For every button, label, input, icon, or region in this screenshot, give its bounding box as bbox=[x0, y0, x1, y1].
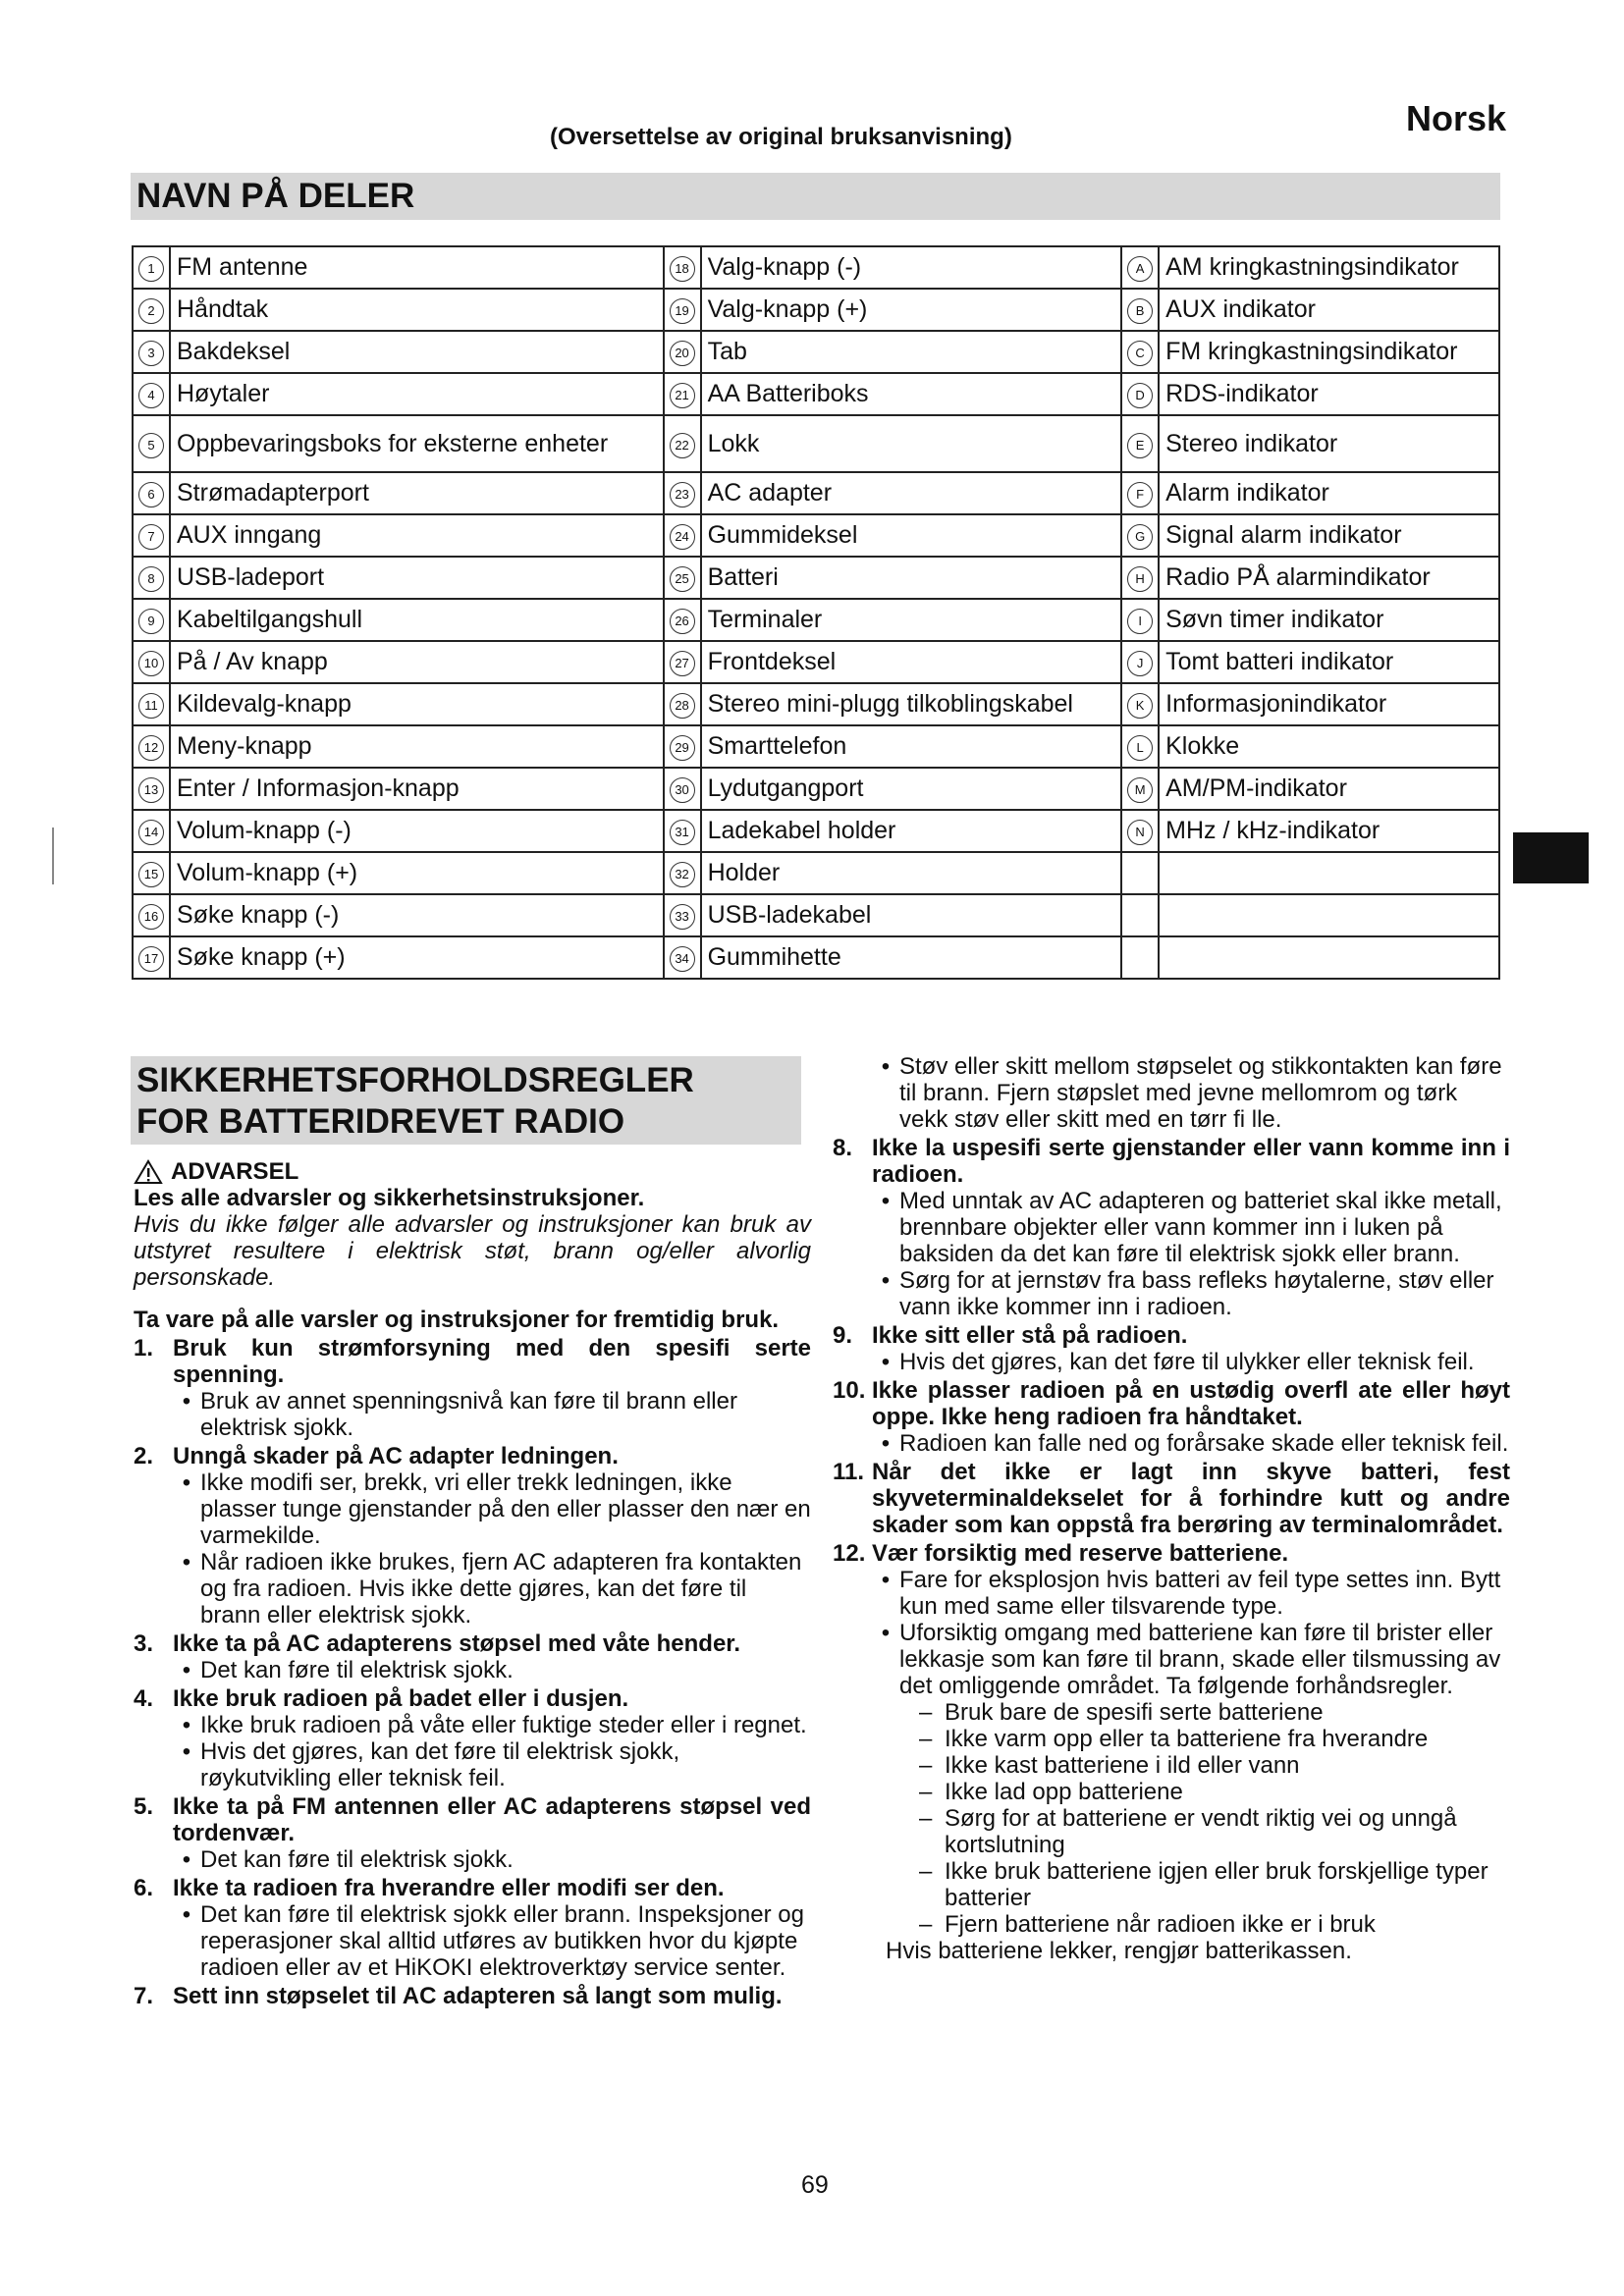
safety-title-line-2: FOR BATTERIDREVET RADIO bbox=[136, 1102, 625, 1141]
part-label: Tomt batteri indikator bbox=[1159, 641, 1499, 683]
part-number: 16 bbox=[138, 904, 164, 930]
part-number-cell bbox=[1121, 246, 1159, 289]
part-label: Høytaler bbox=[170, 373, 664, 415]
safety-item-11: 11. Når det ikke er lagt inn skyve batteri, fest skyveterminaldekselet for å forhindre kutt og andre skader som kan oppstå fra berøring av terminalområdet. bbox=[833, 1459, 1510, 1538]
warning-label: ADVARSEL bbox=[171, 1158, 299, 1185]
part-label: Kabeltilgangshull bbox=[170, 599, 664, 641]
part-label: Batteri bbox=[701, 557, 1122, 599]
part-number-cell bbox=[1121, 936, 1159, 979]
bullet: • Støv eller skitt mellom støpselet og stikkontakten kan føre til brann. Fjern støpslet med jevne mellomrom og tørk vekk støv eller skitt med en tørr fi lle. bbox=[881, 1053, 1502, 1133]
margin-mark bbox=[52, 828, 54, 884]
part-label: FM antenne bbox=[170, 246, 664, 289]
part-number: 33 bbox=[670, 904, 695, 930]
safety-item-8: 8. Ikke la uspesifi serte gjenstander eller vann komme inn i radioen. bbox=[833, 1135, 1510, 1188]
part-number: 31 bbox=[670, 820, 695, 845]
part-label: AA Batteriboks bbox=[701, 373, 1122, 415]
part-number: 28 bbox=[670, 693, 695, 719]
part-number-cell bbox=[133, 331, 170, 373]
part-number-cell bbox=[1121, 683, 1159, 725]
part-number-cell bbox=[664, 557, 701, 599]
part-number: M bbox=[1127, 777, 1153, 803]
part-number: 7 bbox=[138, 524, 164, 550]
table-row bbox=[133, 768, 1499, 810]
safety-item-12: 12. Vær forsiktig med reserve batteriene. bbox=[833, 1540, 1289, 1567]
part-label: Gummihette bbox=[701, 936, 1122, 979]
bullet: • Det kan føre til elektrisk sjokk eller brann. Inspeksjoner og reperasjoner skal alltid utføres av butikken hvor du kjøpte radioen eller av et HiKOKI elektroverktøy service senter. bbox=[182, 1901, 804, 1981]
part-number: L bbox=[1127, 735, 1153, 761]
part-label: Enter / Informasjon-knapp bbox=[170, 768, 664, 810]
part-label: Bakdeksel bbox=[170, 331, 664, 373]
dash-item: – Fjern batteriene når radioen ikke er i bruk bbox=[919, 1911, 1376, 1938]
dash-item: – Bruk bare de spesifi serte batteriene bbox=[919, 1699, 1324, 1726]
part-label: Klokke bbox=[1159, 725, 1499, 768]
table-row bbox=[133, 725, 1499, 768]
part-number-cell bbox=[1121, 852, 1159, 894]
table-row bbox=[133, 331, 1499, 373]
part-label: Tab bbox=[701, 331, 1122, 373]
part-number: 6 bbox=[138, 482, 164, 507]
part-number: 1 bbox=[138, 256, 164, 282]
part-number-cell bbox=[664, 852, 701, 894]
part-number: 12 bbox=[138, 735, 164, 761]
part-label bbox=[1159, 936, 1499, 979]
part-number: 19 bbox=[670, 298, 695, 324]
part-label: Strømadapterport bbox=[170, 472, 664, 514]
safety-item-10: 10. Ikke plasser radioen på en ustødig overfl ate eller høyt oppe. Ikke heng radioen fra håndtaket. bbox=[833, 1377, 1510, 1430]
language-label: Norsk bbox=[1405, 98, 1506, 138]
table-row bbox=[133, 472, 1499, 514]
safety-item-4: 4. Ikke bruk radioen på badet eller i dusjen. bbox=[134, 1685, 629, 1712]
bullet: • Fare for eksplosjon hvis batteri av feil type settes inn. Bytt kun med same eller tilsvarende type. bbox=[881, 1567, 1501, 1620]
part-number: 2 bbox=[138, 298, 164, 324]
part-number-cell bbox=[1121, 415, 1159, 472]
part-number-cell bbox=[664, 725, 701, 768]
safety-item-1: 1. Bruk kun strømforsyning med den spesifi serte spenning. bbox=[134, 1335, 811, 1388]
intro-italic: Hvis du ikke følger alle advarsler og instruksjoner kan bruk av utstyret resultere i elektrisk støt, brann og/eller alvorlig personskade. bbox=[134, 1211, 811, 1291]
part-number: 24 bbox=[670, 524, 695, 550]
table-row bbox=[133, 936, 1499, 979]
part-label: Stereo mini-plugg tilkoblingskabel bbox=[701, 683, 1122, 725]
part-label: Oppbevaringsboks for eksterne enheter bbox=[170, 415, 664, 472]
part-number: 9 bbox=[138, 609, 164, 634]
part-number-cell bbox=[133, 472, 170, 514]
part-number-cell bbox=[133, 810, 170, 852]
table-row bbox=[133, 894, 1499, 936]
table-row bbox=[133, 289, 1499, 331]
safety-item-6: 6. Ikke ta radioen fra hverandre eller modifi ser den. bbox=[134, 1875, 725, 1901]
part-number: 26 bbox=[670, 609, 695, 634]
part-label: Søke knapp (+) bbox=[170, 936, 664, 979]
part-number-cell bbox=[1121, 641, 1159, 683]
part-label: AUX inngang bbox=[170, 514, 664, 557]
table-row bbox=[133, 641, 1499, 683]
part-number-cell bbox=[664, 810, 701, 852]
part-number: 20 bbox=[670, 341, 695, 366]
part-label: Holder bbox=[701, 852, 1122, 894]
part-label: Håndtak bbox=[170, 289, 664, 331]
document-subtitle: (Oversettelse av original bruksanvisning) bbox=[550, 124, 1012, 150]
part-label: Volum-knapp (-) bbox=[170, 810, 664, 852]
part-label: Frontdeksel bbox=[701, 641, 1122, 683]
part-label: Alarm indikator bbox=[1159, 472, 1499, 514]
part-number-cell bbox=[1121, 373, 1159, 415]
part-label: Søvn timer indikator bbox=[1159, 599, 1499, 641]
part-label bbox=[1159, 852, 1499, 894]
part-number: A bbox=[1127, 256, 1153, 282]
part-number-cell bbox=[133, 894, 170, 936]
part-number: 5 bbox=[138, 433, 164, 458]
bullet: • Bruk av annet spenningsnivå kan føre til brann eller elektrisk sjokk. bbox=[182, 1388, 737, 1441]
part-number-cell bbox=[1121, 768, 1159, 810]
part-number-cell bbox=[1121, 599, 1159, 641]
part-number-cell bbox=[133, 768, 170, 810]
part-number: 18 bbox=[670, 256, 695, 282]
intro-bold: Les alle advarsler og sikkerhetsinstruksjoner. bbox=[134, 1185, 645, 1211]
dash-item: – Ikke lad opp batteriene bbox=[919, 1779, 1183, 1805]
part-number-cell bbox=[133, 641, 170, 683]
part-number-cell bbox=[133, 415, 170, 472]
part-number-cell bbox=[1121, 289, 1159, 331]
table-row bbox=[133, 852, 1499, 894]
bullet: • Radioen kan falle ned og forårsake skade eller teknisk feil. bbox=[881, 1430, 1509, 1457]
part-number: 34 bbox=[670, 946, 695, 972]
part-number-cell bbox=[664, 936, 701, 979]
bullet: • Sørg for at jernstøv fra bass refleks høytalerne, støv eller vann ikke kommer inn i radioen. bbox=[881, 1267, 1494, 1320]
part-number: 32 bbox=[670, 862, 695, 887]
safety-item-3: 3. Ikke ta på AC adapterens støpsel med våte hender. bbox=[134, 1630, 740, 1657]
part-number-cell bbox=[1121, 514, 1159, 557]
safety-item-5: 5. Ikke ta på FM antennen eller AC adapterens støpsel ved tordenvær. bbox=[134, 1793, 811, 1846]
part-number-cell bbox=[664, 373, 701, 415]
part-number-cell bbox=[133, 936, 170, 979]
part-number: 8 bbox=[138, 566, 164, 592]
part-number: 15 bbox=[138, 862, 164, 887]
safety-item-2: 2. Unngå skader på AC adapter ledningen. bbox=[134, 1443, 619, 1469]
part-number: 13 bbox=[138, 777, 164, 803]
part-number: 22 bbox=[670, 433, 695, 458]
part-label: Kildevalg-knapp bbox=[170, 683, 664, 725]
part-label: Informasjonindikator bbox=[1159, 683, 1499, 725]
part-label: Gummideksel bbox=[701, 514, 1122, 557]
bullet: • Ikke modifi ser, brekk, vri eller trekk ledningen, ikke plasser tunge gjenstander på den eller plasser den nær en varmekilde. bbox=[182, 1469, 811, 1549]
part-number-cell bbox=[664, 514, 701, 557]
part-number-cell bbox=[664, 894, 701, 936]
part-number: 14 bbox=[138, 820, 164, 845]
part-number-cell bbox=[133, 514, 170, 557]
part-number: E bbox=[1127, 433, 1153, 458]
part-number-cell bbox=[1121, 331, 1159, 373]
part-number-cell bbox=[664, 415, 701, 472]
part-label: AUX indikator bbox=[1159, 289, 1499, 331]
table-row bbox=[133, 415, 1499, 472]
part-number-cell bbox=[664, 289, 701, 331]
part-label bbox=[1159, 894, 1499, 936]
bullet: • Ikke bruk radioen på våte eller fuktige steder eller i regnet. bbox=[182, 1712, 807, 1738]
part-number-cell bbox=[133, 246, 170, 289]
part-label: Ladekabel holder bbox=[701, 810, 1122, 852]
part-number: N bbox=[1127, 820, 1153, 845]
part-label: Lokk bbox=[701, 415, 1122, 472]
part-label: Volum-knapp (+) bbox=[170, 852, 664, 894]
part-number-cell bbox=[1121, 894, 1159, 936]
part-number: 10 bbox=[138, 651, 164, 676]
table-row bbox=[133, 599, 1499, 641]
part-number: K bbox=[1127, 693, 1153, 719]
page-number: 69 bbox=[801, 2171, 829, 2199]
dash-item: – Sørg for at batteriene er vendt riktig vei og unngå kortslutning bbox=[919, 1805, 1457, 1858]
part-label: Radio PÅ alarmindikator bbox=[1159, 557, 1499, 599]
dash-item: – Ikke varm opp eller ta batteriene fra hverandre bbox=[919, 1726, 1429, 1752]
part-number: 23 bbox=[670, 482, 695, 507]
part-number-cell bbox=[664, 472, 701, 514]
safety-item-7: 7. Sett inn støpselet til AC adapteren så langt som mulig. bbox=[134, 1983, 783, 2009]
safety-title-line-1: SIKKERHETSFORHOLDSREGLER bbox=[136, 1061, 694, 1099]
part-number-cell bbox=[1121, 810, 1159, 852]
part-number: 4 bbox=[138, 383, 164, 408]
part-label: USB-ladeport bbox=[170, 557, 664, 599]
part-number-cell bbox=[133, 852, 170, 894]
part-label: RDS-indikator bbox=[1159, 373, 1499, 415]
part-number: F bbox=[1127, 482, 1153, 507]
part-label: Søke knapp (-) bbox=[170, 894, 664, 936]
dash-item: – Ikke kast batteriene i ild eller vann bbox=[919, 1752, 1300, 1779]
part-label: Valg-knapp (-) bbox=[701, 246, 1122, 289]
part-number: I bbox=[1127, 609, 1153, 634]
dash-item: – Ikke bruk batteriene igjen eller bruk forskjellige typer batterier bbox=[919, 1858, 1489, 1911]
bullet: • Når radioen ikke brukes, fjern AC adapteren fra kontakten og fra radioen. Hvis ikke dette gjøres, kan det føre til brann eller elektrisk sjokk. bbox=[182, 1549, 802, 1629]
bullet: • Med unntak av AC adapteren og batteriet skal ikke metall, brennbare objekter eller vann kommer inn i luken på baksiden da det kan føre til elektrisk sjokk eller brann. bbox=[881, 1188, 1502, 1267]
table-row bbox=[133, 514, 1499, 557]
part-number-cell bbox=[1121, 725, 1159, 768]
bullet: • Det kan føre til elektrisk sjokk. bbox=[182, 1846, 514, 1873]
part-label: Stereo indikator bbox=[1159, 415, 1499, 472]
keep-note: Ta vare på alle varsler og instruksjoner for fremtidig bruk. bbox=[134, 1307, 780, 1333]
bullet: • Uforsiktig omgang med batteriene kan føre til brister eller lekkasje som kan føre til brann, skade eller tilsmussing av det omliggende området. Ta følgende forhåndsregler. bbox=[881, 1620, 1501, 1699]
safety-item-9: 9. Ikke sitt eller stå på radioen. bbox=[833, 1322, 1188, 1349]
part-number: 17 bbox=[138, 946, 164, 972]
safety-section-title bbox=[131, 1056, 801, 1145]
bullet: • Det kan føre til elektrisk sjokk. bbox=[182, 1657, 514, 1683]
part-number: 30 bbox=[670, 777, 695, 803]
part-number-cell bbox=[133, 725, 170, 768]
safety-left-column bbox=[134, 1158, 811, 2009]
part-label: Smarttelefon bbox=[701, 725, 1122, 768]
part-label: AC adapter bbox=[701, 472, 1122, 514]
table-row bbox=[133, 246, 1499, 289]
safety-right-column bbox=[833, 1053, 1510, 1964]
part-number: J bbox=[1127, 651, 1153, 676]
part-label: Terminaler bbox=[701, 599, 1122, 641]
part-number-cell bbox=[133, 599, 170, 641]
language-tab-marker bbox=[1513, 832, 1589, 883]
part-number-cell bbox=[1121, 472, 1159, 514]
part-label: AM/PM-indikator bbox=[1159, 768, 1499, 810]
part-number: G bbox=[1127, 524, 1153, 550]
part-label: MHz / kHz-indikator bbox=[1159, 810, 1499, 852]
part-number: B bbox=[1127, 298, 1153, 324]
part-number-cell bbox=[664, 683, 701, 725]
part-label: USB-ladekabel bbox=[701, 894, 1122, 936]
part-number: D bbox=[1127, 383, 1153, 408]
bullet: • Hvis det gjøres, kan det føre til ulykker eller teknisk feil. bbox=[881, 1349, 1475, 1375]
part-label: Valg-knapp (+) bbox=[701, 289, 1122, 331]
parts-section-title: NAVN PÅ DELER bbox=[131, 173, 1500, 220]
part-label: AM kringkastningsindikator bbox=[1159, 246, 1499, 289]
part-number-cell bbox=[133, 289, 170, 331]
part-number-cell bbox=[133, 373, 170, 415]
part-number: 27 bbox=[670, 651, 695, 676]
part-number-cell bbox=[664, 641, 701, 683]
part-label: Meny-knapp bbox=[170, 725, 664, 768]
part-number: H bbox=[1127, 566, 1153, 592]
part-number-cell bbox=[1121, 557, 1159, 599]
part-number: C bbox=[1127, 341, 1153, 366]
part-number: 11 bbox=[138, 693, 164, 719]
part-number-cell bbox=[664, 768, 701, 810]
parts-table bbox=[132, 245, 1500, 980]
part-number-cell bbox=[133, 557, 170, 599]
part-label: På / Av knapp bbox=[170, 641, 664, 683]
part-number-cell bbox=[133, 683, 170, 725]
part-label: Lydutgangport bbox=[701, 768, 1122, 810]
table-row bbox=[133, 373, 1499, 415]
table-row bbox=[133, 557, 1499, 599]
part-number: 21 bbox=[670, 383, 695, 408]
part-number-cell bbox=[664, 246, 701, 289]
part-number-cell bbox=[664, 331, 701, 373]
warning-heading bbox=[134, 1158, 811, 1185]
table-row bbox=[133, 810, 1499, 852]
closing-note: Hvis batteriene lekker, rengjør batterikassen. bbox=[886, 1938, 1352, 1964]
part-label: FM kringkastningsindikator bbox=[1159, 331, 1499, 373]
part-number: 29 bbox=[670, 735, 695, 761]
part-number: 25 bbox=[670, 566, 695, 592]
bullet: • Hvis det gjøres, kan det føre til elektrisk sjokk, røykutvikling eller teknisk feil. bbox=[182, 1738, 680, 1791]
table-row bbox=[133, 683, 1499, 725]
part-label: Signal alarm indikator bbox=[1159, 514, 1499, 557]
warning-triangle-icon bbox=[134, 1159, 163, 1185]
part-number-cell bbox=[664, 599, 701, 641]
part-number: 3 bbox=[138, 341, 164, 366]
